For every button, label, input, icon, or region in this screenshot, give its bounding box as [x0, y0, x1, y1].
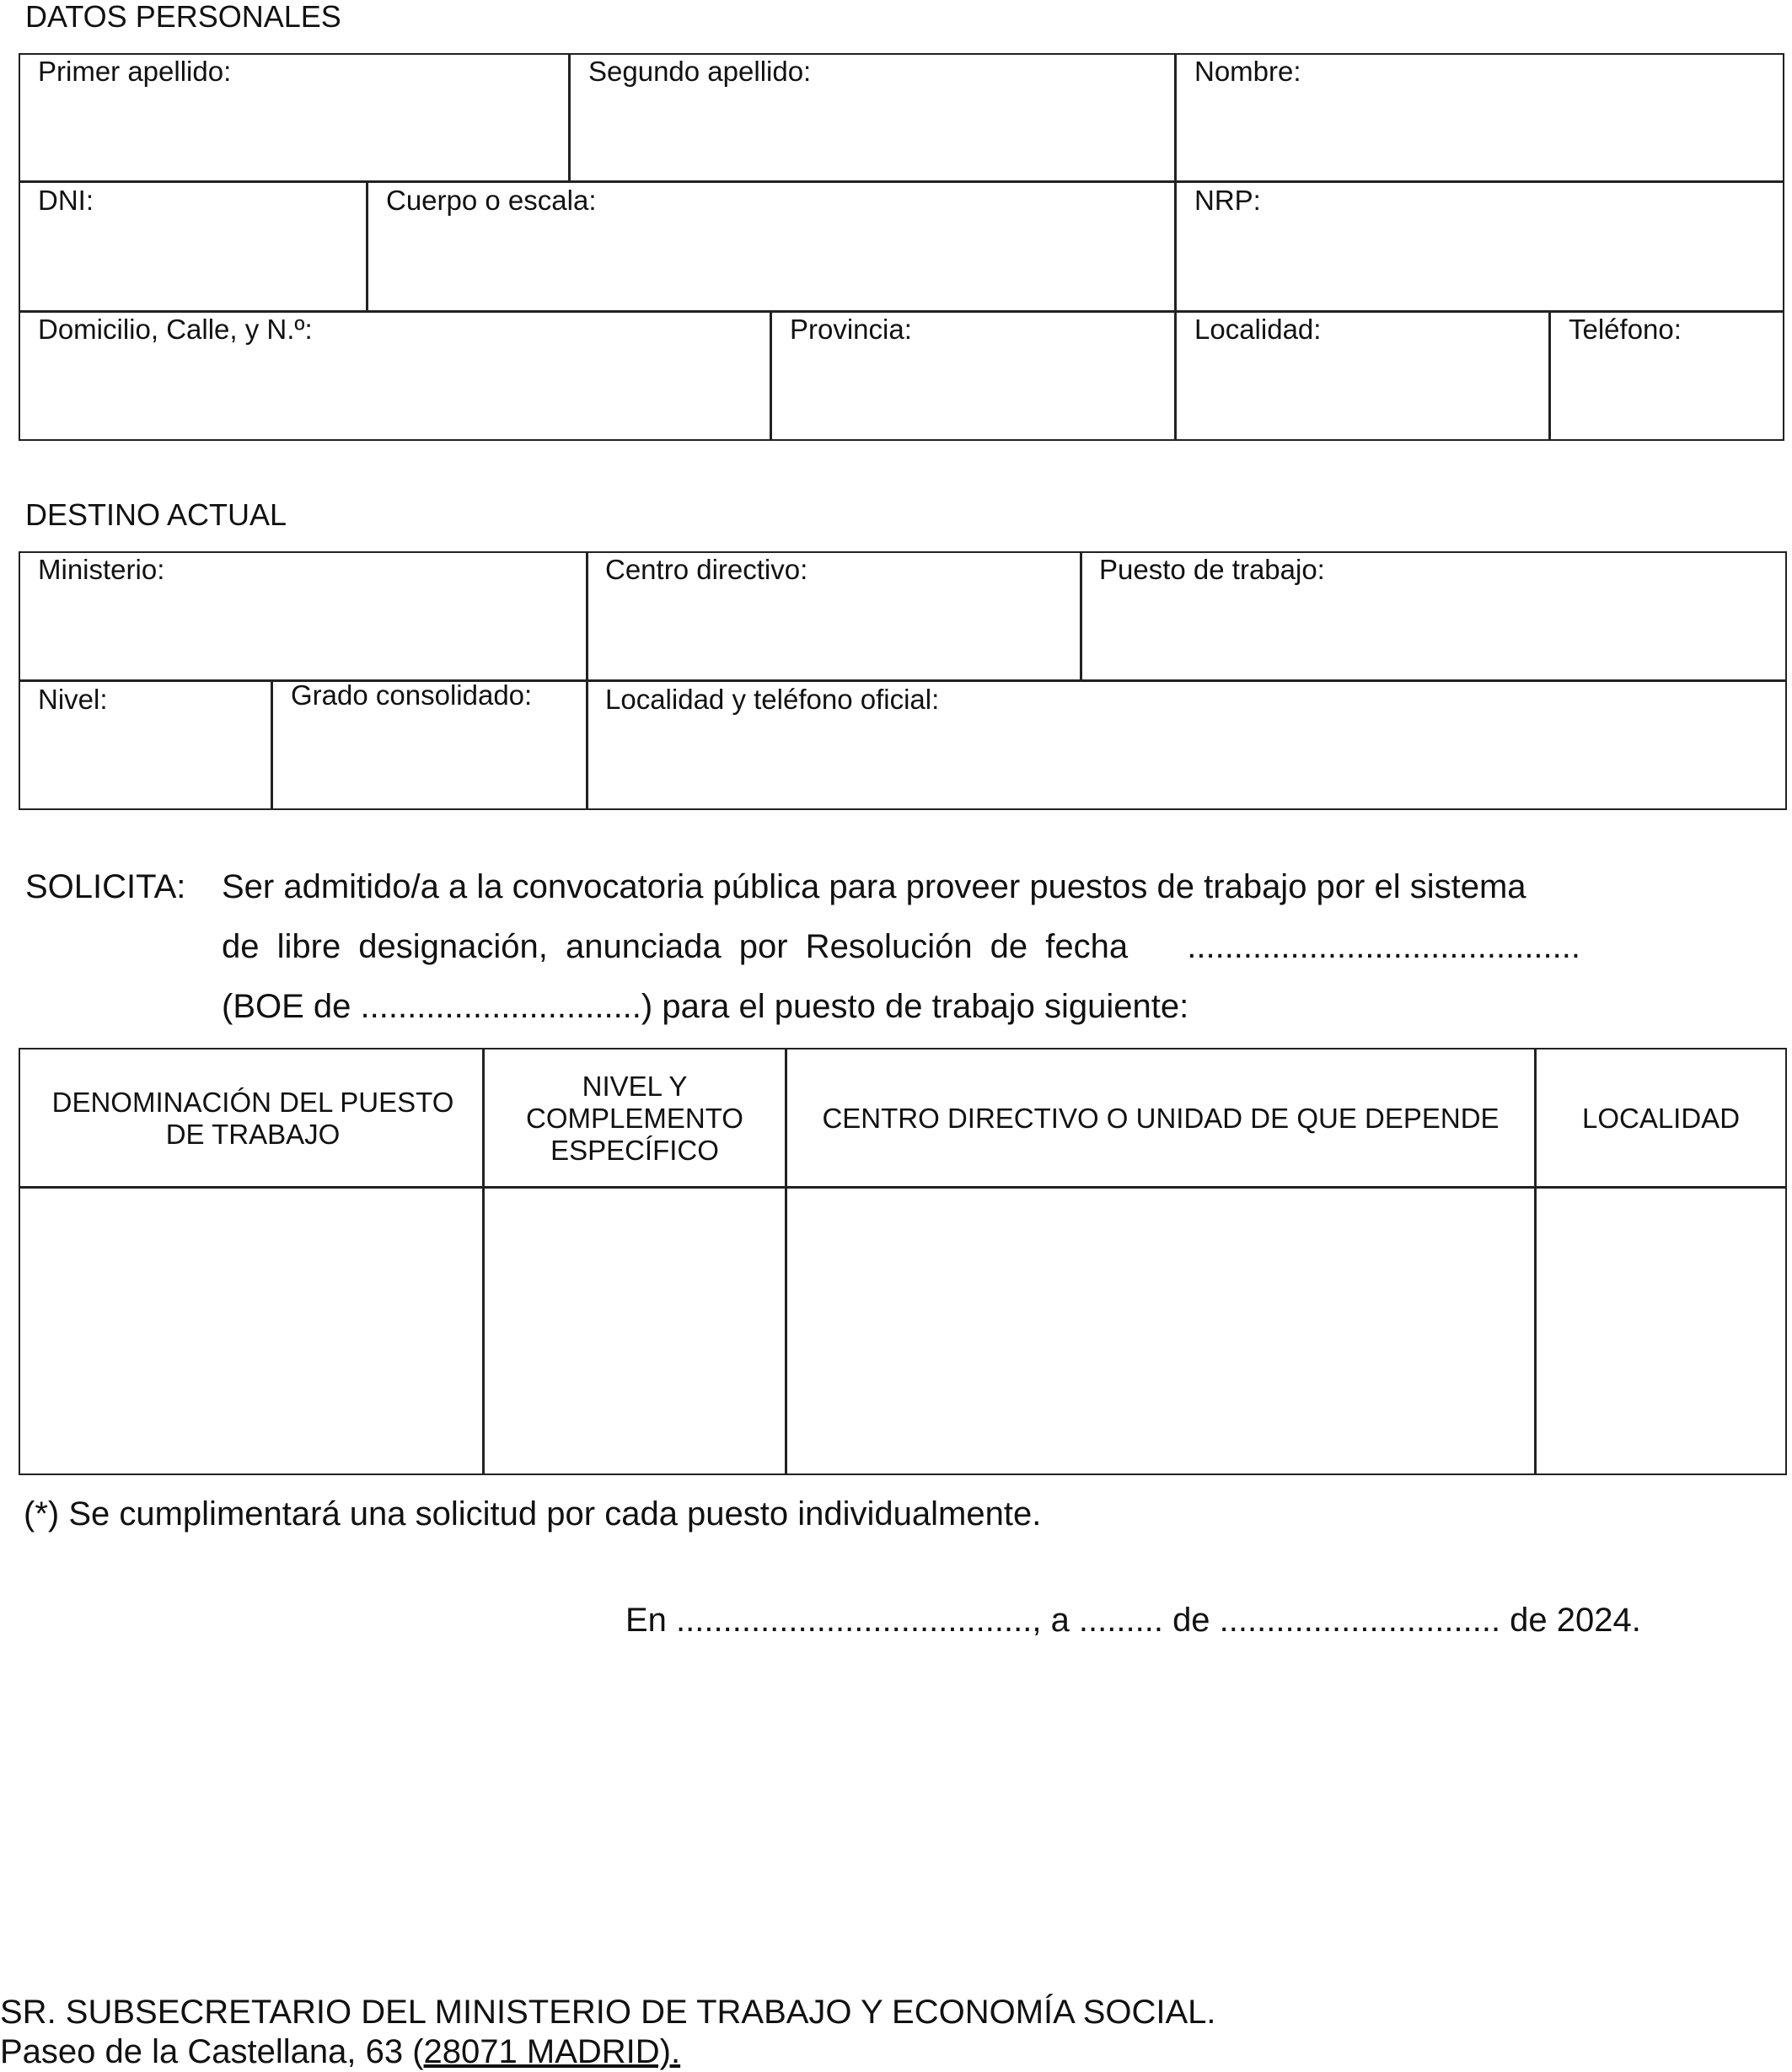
telefono-label: Teléfono: — [1569, 314, 1682, 345]
nombre-label: Nombre: — [1194, 56, 1301, 87]
denominacion-cell[interactable] — [20, 1189, 482, 1473]
footer-recipient: SR. SUBSECRETARIO DEL MINISTERIO DE TRABAJO Y ECONOMÍA SOCIAL. — [0, 1994, 1216, 2031]
header-denominacion-text: DENOMINACIÓN DEL PUESTO DE TRABAJO — [51, 1086, 454, 1150]
header-localidad-text: LOCALIDAD — [1581, 1102, 1741, 1134]
centro-directivo-cell[interactable] — [787, 1189, 1534, 1473]
header-centro-directivo-text: CENTRO DIRECTIVO O UNIDAD DE QUE DEPENDE — [822, 1102, 1500, 1134]
solicita-label: SOLICITA: — [25, 868, 186, 905]
footer-address-prefix: Paseo de la Castellana, 63 ( — [0, 2033, 424, 2070]
header-centro-directivo — [787, 1050, 1534, 1186]
header-denominacion — [25, 1050, 480, 1186]
note-text: (*) Se cumplimentará una solicitud por cada puesto individualmente. — [24, 1495, 1042, 1533]
grado-consolidado-label: Grado consolidado: — [291, 679, 533, 711]
dni-label: DNI: — [38, 185, 94, 216]
ministerio-label: Ministerio: — [38, 554, 165, 585]
cuerpo-escala-label: Cuerpo o escala: — [386, 185, 597, 216]
localidad-cell[interactable] — [1537, 1189, 1785, 1473]
solicita-line-1: Ser admitido/a a la convocatoria pública para proveer puestos de trabajo por el sistema — [222, 868, 1526, 905]
nivel-label: Nivel: — [38, 684, 108, 715]
puesto-trabajo-label: Puesto de trabajo: — [1099, 554, 1325, 585]
localidad-label: Localidad: — [1194, 314, 1322, 345]
centro-directivo-label: Centro directivo: — [605, 554, 808, 585]
resolucion-fecha-dots: .......................................... — [1187, 928, 1580, 965]
footer-address-postcode: 28071 MADRID). — [423, 2033, 681, 2070]
section-title-datos-personales: DATOS PERSONALES — [25, 0, 341, 34]
primer-apellido-label: Primer apellido: — [38, 56, 232, 87]
header-nivel-complemento — [485, 1050, 785, 1186]
header-nivel-complemento-text: NIVEL Y COMPLEMENTO ESPECÍFICO — [526, 1070, 743, 1166]
segundo-apellido-label: Segundo apellido: — [588, 56, 812, 87]
provincia-label: Provincia: — [790, 314, 912, 345]
section-title-destino-actual: DESTINO ACTUAL — [25, 497, 287, 532]
solicita-line-3: (BOE de ..............................) para el puesto de trabajo siguiente: — [222, 988, 1189, 1025]
header-localidad — [1537, 1050, 1785, 1186]
footer-address — [0, 2032, 680, 2071]
nrp-label: NRP: — [1194, 185, 1261, 216]
solicita-line-2 — [222, 927, 1580, 966]
nivel-complemento-cell[interactable] — [485, 1189, 785, 1473]
domicilio-label: Domicilio, Calle, y N.º: — [38, 314, 313, 345]
nrp-field[interactable] — [1177, 183, 1782, 310]
solicita-line-2-text: de libre designación, anunciada por Resolución de fecha — [222, 928, 1129, 965]
date-line: En ......................................, a ......... de .............................. de 2024. — [625, 1602, 1641, 1639]
localidad-telefono-oficial-label: Localidad y teléfono oficial: — [605, 684, 940, 715]
